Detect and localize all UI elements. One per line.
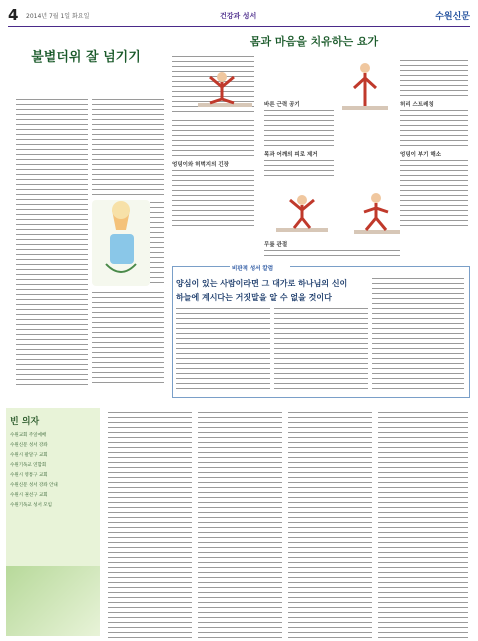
- article-body-heat-col2: [92, 97, 164, 197]
- article-title-heat: 불볕더위 잘 넘기기: [31, 50, 141, 65]
- column-text-1: [176, 306, 270, 392]
- page-number: 4: [8, 6, 19, 24]
- yoga-text-c: [264, 108, 334, 148]
- section-name: 건강과 성서: [220, 12, 257, 20]
- article-body-heat: [16, 97, 88, 387]
- article-body-heat-col3: [150, 200, 164, 286]
- issue-date: 2014년 7월 1일 화요일: [26, 13, 90, 20]
- yoga-sub-3: 허리 스트레칭: [400, 102, 434, 108]
- yoga-text-i: [264, 248, 400, 258]
- yoga-figure-b: [272, 188, 332, 238]
- ad-line-3: 수원기독교 연합회: [10, 463, 47, 468]
- ad-line-1: 수원신문 성서 강좌: [10, 443, 48, 448]
- yoga-text-d: [264, 158, 334, 178]
- yoga-figure-a: [190, 59, 260, 119]
- yoga-sub-2: 목과 어깨의 피로 제거: [264, 152, 318, 158]
- column-title-2: 하늘에 계시다는 거짓말을 알 수 없을 것이다: [176, 293, 332, 302]
- yoga-figure-d: [352, 188, 402, 238]
- ad-line-6: 수원시 권선구 교회: [10, 493, 48, 498]
- ad-line-2: 수원시 팔달구 교회: [10, 453, 48, 458]
- column-header: 비판적 성서 칼럼: [232, 266, 274, 272]
- yoga-text-h: [400, 158, 468, 228]
- bottom-text-4: [378, 410, 468, 638]
- column-text-3: [372, 276, 464, 392]
- yoga-text-f: [400, 58, 468, 98]
- article-title-yoga: 몸과 마음을 치유하는 요가: [249, 35, 379, 48]
- bottom-text-1: [108, 410, 192, 638]
- page-header: [8, 4, 470, 27]
- yoga-text-a: [172, 118, 254, 158]
- yoga-text-g: [400, 108, 468, 148]
- column-title-1: 양심이 있는 사람이라면 그 대가로 하나님의 신이: [176, 279, 348, 288]
- ad-title: 빈 의자: [10, 417, 40, 427]
- bottom-text-3: [288, 410, 372, 638]
- yoga-text-b: [172, 168, 254, 228]
- ad-decoration: [6, 566, 100, 636]
- bottom-text-2: [198, 410, 282, 638]
- column-text-2: [274, 306, 368, 392]
- yoga-sub-4: 엉덩이와 허벅지의 긴장: [172, 162, 229, 168]
- article-body-heat-col4: [92, 290, 164, 387]
- ad-box: [6, 408, 100, 636]
- yoga-sub-6: 무릎 관절: [264, 242, 288, 248]
- ice-cream-illustration: [92, 200, 150, 286]
- ad-line-0: 수원교회 주일예배: [10, 433, 47, 438]
- yoga-sub-5: 엉덩이 부기 해소: [400, 152, 442, 158]
- yoga-sub-1: 바른 근력 공기: [264, 102, 300, 108]
- ad-line-7: 수원기독교 성서 모임: [10, 503, 52, 508]
- ad-line-4: 수원시 영통구 교회: [10, 473, 48, 478]
- ad-line-5: 수원신문 성서 강좌 안내: [10, 483, 58, 488]
- newspaper-name: 수원신문: [435, 12, 470, 22]
